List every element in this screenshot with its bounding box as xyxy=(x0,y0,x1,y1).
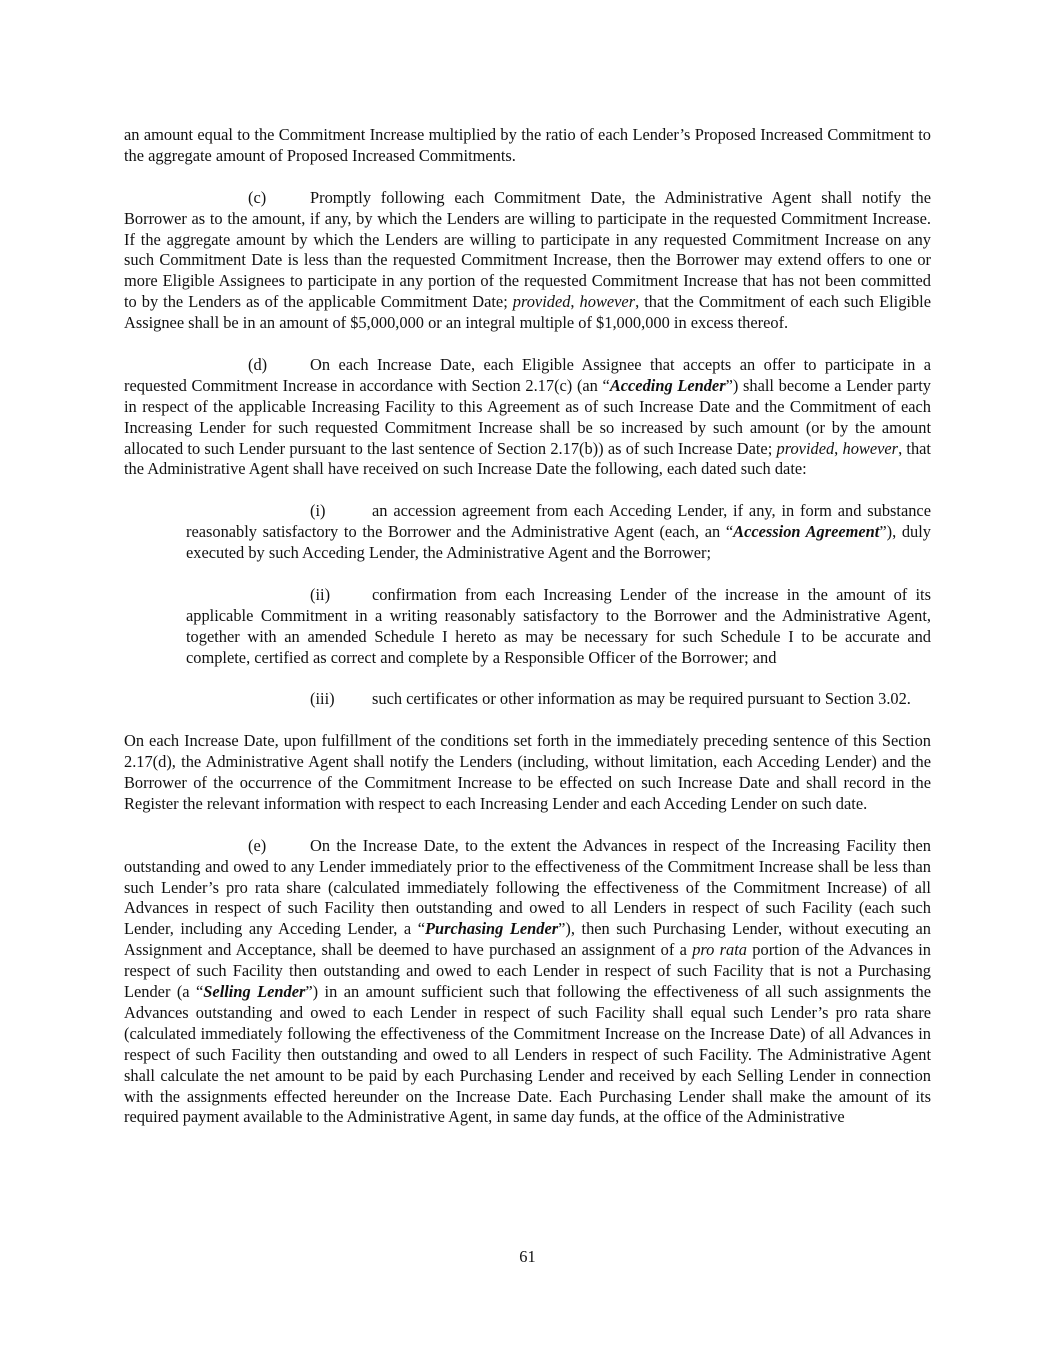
clause-label: (ii) xyxy=(310,584,331,604)
paragraph-label: (e) xyxy=(248,835,267,855)
paragraph-label: (c) xyxy=(248,187,267,207)
intro-paragraph: an amount equal to the Commitment Increase multiplied by the ratio of each Lender’s Proposed Increased Commitment to the aggregate amount of Proposed Increased Commitments. xyxy=(124,125,931,165)
defined-term: Accession Agreement xyxy=(733,522,880,542)
clause-label: (iii) xyxy=(310,689,335,709)
paragraph-c: (c) Promptly following each Commitment Date, the Administrative Agent shall notify the Borrower as to the amount, if any, by which the Lenders are willing to participate in the requested Commitment Increase. If the aggregate amount by which the Lenders are willing to participate in any requested Commitment Increase on any such Commitment Date is less than the requested Commitment Increase, then the Borrower may extend offers to one or more Eligible Assignees to participate in any portion of the requested Commitment Increase that has not been committed to by the Lenders as of the applicable Commitment Date; provided, however, that the Commitment of each such Eligible Assignee shall be in an amount of $5,000,000 or an integral multiple of $1,000,000 in excess thereof. xyxy=(124,187,931,333)
clause-ii: (ii) confirmation from each Increasing Lender of the increase in the amount of its applicable Commitment in a writing reasonably satisfactory to the Borrower and the Administrative Agent, together with an amended Schedule I hereto as may be necessary for such Schedule I to be accurate and complete, certified as correct and complete by a Responsible Officer of the Borrower; and xyxy=(186,584,931,667)
paragraph-e: (e) On the Increase Date, to the extent the Advances in respect of the Increasing Facility then outstanding and owed to any Lender immediately prior to the effectiveness of the Commitment Increase shall be less than such Lender’s pro rata share (calculated immediately following the effectiveness of the Commitment Increase) of all Advances in respect of such Facility then outstanding and owed to all Lenders in respect of such Facility (each such Lender, including any Acceding Lender, a “Purchasing Lender”), then such Purchasing Lender, without executing an Assignment and Acceptance, shall be deemed to have purchased an assignment of a pro rata portion of the Advances in respect of such Facility then outstanding and owed to each Lender in respect of such Facility that is not a Purchasing Lender (a “Selling Lender”) in an amount sufficient such that following the effectiveness of all such assignments the Advances outstanding and owed to each Lender in respect of such Facility shall equal such Lender’s pro rata share (calculated immediately following the effectiveness of the Commitment Increase on the Increase Date) of all Advances in respect of such Facility then outstanding and owed to all Lenders in respect of such Facility. The Administrative Agent shall calculate the net amount to be paid by each Purchasing Lender and received by each Selling Lender in connection with the assignments effected hereunder on the Increase Date. Each Purchasing Lender shall make the amount of its required payment available to the Administrative Agent, in same day funds, at the office of the Administrative xyxy=(124,835,932,1127)
defined-term: Selling Lender xyxy=(203,982,306,1002)
clause-label: (i) xyxy=(310,501,326,521)
after-clauses-paragraph: On each Increase Date, upon fulfillment of the conditions set forth in the immediately preceding sentence of this Section 2.17(d), the Administrative Agent shall notify the Lenders (including, without limitation, each Acceding Lender) and the Borrower of the occurrence of the Commitment Increase to be effected on such Increase Date and shall record in the Register the relevant information with respect to each Increasing Lender and each Acceding Lender on such date. xyxy=(124,731,931,813)
paragraph-d: (d) On each Increase Date, each Eligible Assignee that accepts an offer to participate in a requested Commitment Increase in accordance with Section 2.17(c) (an “Acceding Lender”) shall become a Lender party in respect of the applicable Increasing Facility to this Agreement as of such Increase Date and the Commitment of each Increasing Lender for such requested Commitment Increase shall be so increased by such amount (or by the amount allocated to such Lender pursuant to the last sentence of Section 2.17(b)) as of such Increase Date; provided, however, that the Administrative Agent shall have received on such Increase Date the following, each dated such date: xyxy=(124,354,931,479)
page-number: 61 xyxy=(519,1247,536,1266)
paragraph-label: (d) xyxy=(248,354,268,374)
defined-term: Acceding Lender xyxy=(609,375,726,395)
clause-i: (i) an accession agreement from each Acceding Lender, if any, in form and substance reasonably satisfactory to the Borrower and the Administrative Agent (each, an “Accession Agreement”), duly executed by such Acceding Lender, the Administrative Agent and the Borrower; xyxy=(186,501,931,563)
clause-iii: (iii) such certificates or other information as may be required pursuant to Section 3.02. xyxy=(310,689,911,709)
document-page xyxy=(124,125,931,1128)
defined-term: Purchasing Lender xyxy=(425,919,559,939)
